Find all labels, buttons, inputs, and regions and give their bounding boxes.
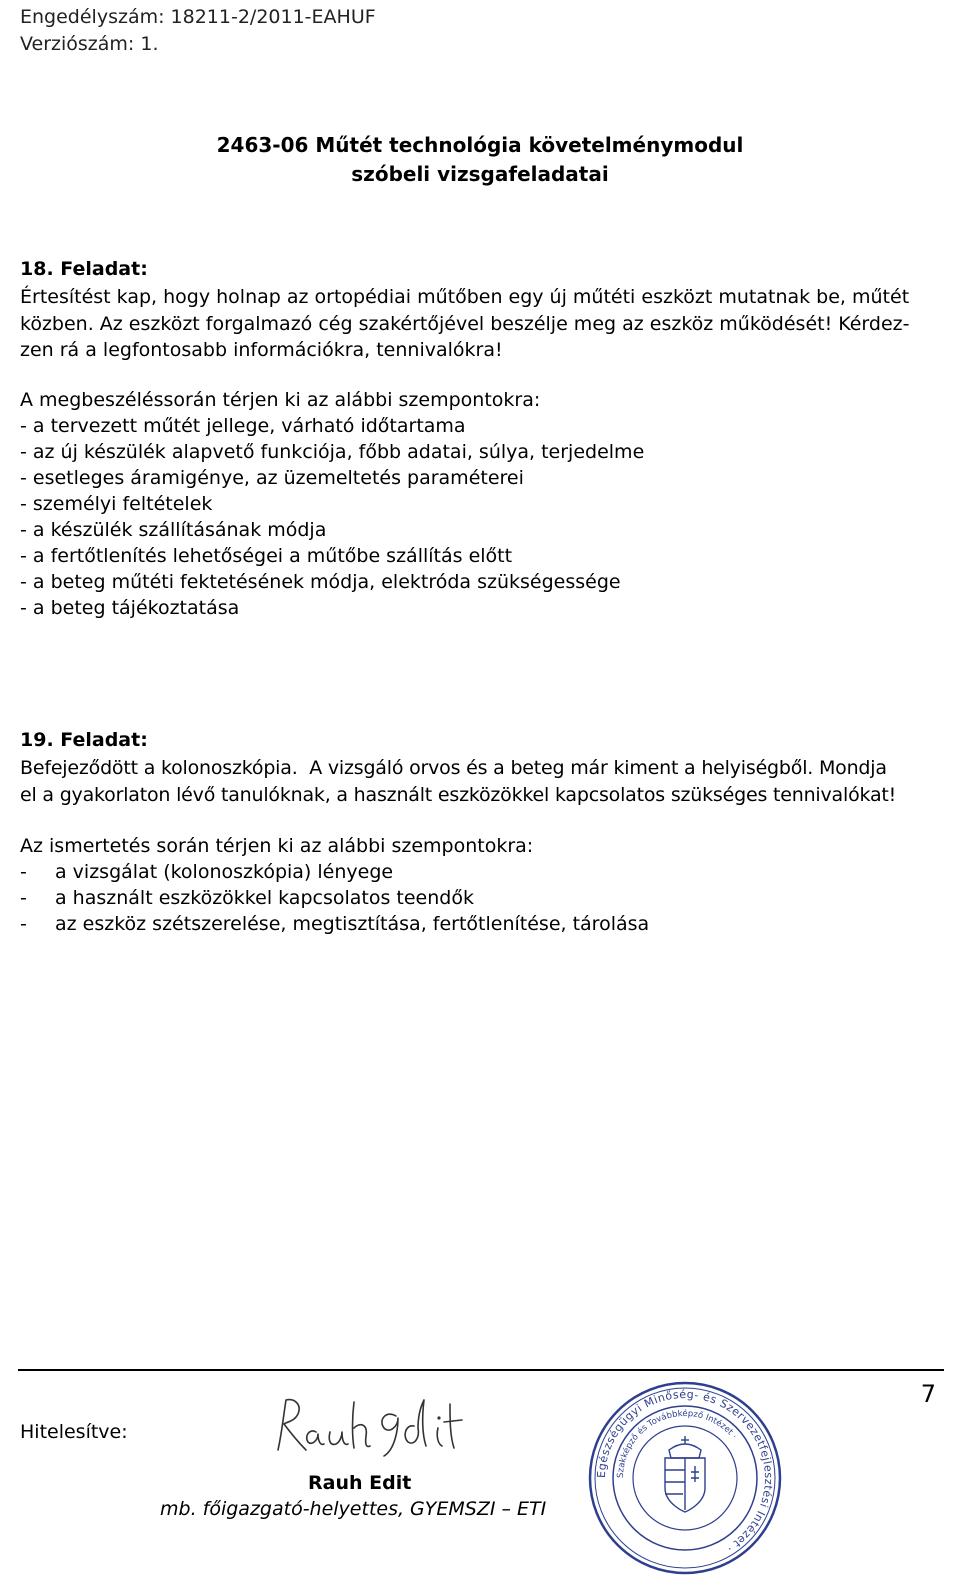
list-item: - esetleges áramigénye, az üzemeltetés paraméterei [20,467,524,489]
list-item: - a készülék szállításának módja [20,519,327,541]
list-item: - a tervezett műtét jellege, várható időtartama [20,415,466,437]
list-item: - a beteg műtéti fektetésének módja, elektróda szükségessége [20,571,621,593]
task-19-description [20,755,948,808]
official-seal-image [585,1378,785,1578]
document-header [20,4,376,58]
list-item [20,885,649,911]
page-title [0,131,960,189]
version-number: Verziószám: 1. [20,33,159,55]
criteria-intro: A megbeszéléssorán térjen ki az alábbi szempontokra: [20,389,541,411]
title-line-1: 2463-06 Műtét technológia követelménymodul [216,133,744,157]
list-item-text: a vizsgálat (kolonoszkópia) lényege [55,861,394,883]
signer-name: Rauh Edit [308,1472,412,1494]
signature-image [268,1392,478,1467]
list-dash: - [20,913,27,935]
list-item: - az új készülék alapvető funkciója, főbb adatai, súlya, terjedelme [20,441,645,463]
title-line-2: szóbeli vizsgafeladatai [351,162,609,186]
list-item: - a beteg tájékoztatása [20,597,240,619]
list-dash: - [20,887,27,909]
list-item-text: a használt eszközökkel kapcsolatos teendők [55,887,474,909]
task-18-line: Értesítést kap, hogy holnap az ortopédiai műtőben egy új műtéti eszközt mutatnak be, műtét [20,286,910,308]
task-18-criteria [20,387,644,621]
task-18-line: zen rá a legfontosabb információkra, tennivalókra! [20,339,503,361]
task-19-line: el a gyakorlaton lévő tanulóknak, a használt eszközökkel kapcsolatos szükséges tennivalókat! [20,783,897,806]
task-19-criteria [20,833,649,937]
svg-text:Egészségügyi Minőség- és Szerv: Egészségügyi Minőség- és Szervezetfejlesztési Intézet · [594,1387,776,1556]
task-18-description [20,284,948,364]
list-item: - személyi feltételek [20,493,213,515]
footer-divider [18,1369,944,1371]
list-item: - a fertőtlenítés lehetőségei a műtőbe szállítás előtt [20,545,513,567]
license-number: Engedélyszám: 18211-2/2011-EAHUF [20,6,376,28]
task-19-line: Befejeződött a kolonoszkópia. A vizsgáló orvos és a beteg már kiment a helyiségből. Mondja [20,757,887,779]
list-item-text: az eszköz szétszerelése, megtisztítása, fertőtlenítése, tárolása [55,913,650,935]
criteria-intro: Az ismertetés során térjen ki az alábbi szempontokra: [20,835,534,857]
task-18-line: közben. Az eszközt forgalmazó cég szakértőjével beszélje meg az eszköz működését! Kérdez- [20,312,910,335]
certified-label: Hitelesítve: [20,1421,128,1443]
list-item [20,859,649,885]
list-item [20,911,649,937]
svg-text:Szakképző és Továbbképző Intéz: Szakképző és Továbbképző Intézet · [615,1408,739,1479]
page-number: 7 [920,1380,936,1408]
list-dash: - [20,861,27,883]
signer-title: mb. főigazgató-helyettes, GYEMSZI – ETI [160,1498,547,1520]
task-19-heading: 19. Feladat: [20,729,148,751]
task-18-heading: 18. Feladat: [20,258,148,280]
